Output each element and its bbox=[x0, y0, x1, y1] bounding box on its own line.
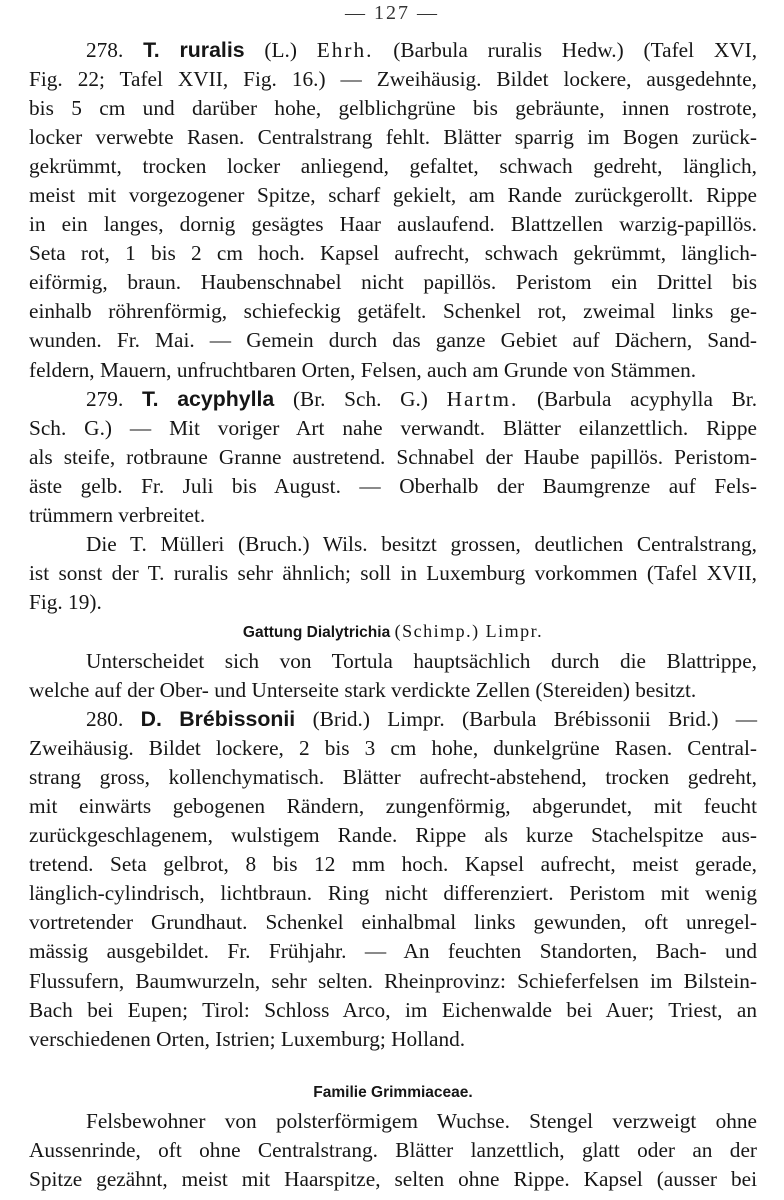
text-line bbox=[29, 705, 757, 734]
species-author: (Br. Sch. G.) bbox=[292, 386, 428, 411]
genus-description bbox=[29, 647, 757, 705]
family-description bbox=[29, 1107, 757, 1194]
text-line: Sch. G.) — Mit voriger Art nahe verwandt. Blätter eilanzettlich. Rippe bbox=[29, 415, 757, 440]
genus-heading-author: (Schimp.) Limpr. bbox=[394, 620, 544, 641]
text-line bbox=[29, 36, 757, 65]
text-line: einhalb röhrenförmig, schiefeckig getäfelt. Schenkel rot, zweimal links ge- bbox=[29, 299, 757, 324]
text-line bbox=[29, 385, 757, 414]
text-line: mässig ausgebildet. Fr. Frühjahr. — An feuchten Standorten, Bach- und bbox=[29, 939, 757, 964]
text-line: mit einwärts gebogenen Rändern, zungenförmig, abgerundet, mit feucht bbox=[29, 794, 757, 819]
species-entry-280 bbox=[29, 705, 757, 1054]
text-line: meist mit vorgezogener Spitze, scharf gekielt, am Rande zurückgerollt. Rippe bbox=[29, 183, 757, 208]
text-line: Zweihäusig. Bildet lockere, 2 bis 3 cm hohe, dunkelgrüne Rasen. Central- bbox=[29, 736, 757, 761]
text-line: ist sonst der T. ruralis sehr ähnlich; soll in Luxemburg vorkommen (Tafel XVII, bbox=[29, 560, 757, 585]
species-entry-278 bbox=[29, 36, 757, 385]
text-line: als steife, rotbraune Granne austretend. Schnabel der Haube papillös. Peristom- bbox=[29, 444, 757, 469]
species-name: Brébissonii bbox=[179, 707, 296, 732]
species-author: (Brid.) bbox=[312, 707, 370, 732]
text-line: länglich-cylindrisch, lichtbraun. Ring nicht differenziert. Peristom mit wenig bbox=[29, 881, 757, 906]
species-author: (L.) bbox=[264, 38, 297, 62]
text-line: Spitze gezähnt, meist mit Haarspitze, selten ohne Rippe. Kapsel (ausser bei bbox=[29, 1166, 757, 1191]
species-name: acyphylla bbox=[177, 386, 275, 411]
species-author-2: Hartm. bbox=[446, 386, 519, 411]
page-body bbox=[29, 36, 757, 1194]
text-line: in ein langes, dornig gesägtes Haar auslaufend. Blattzellen warzig-papillös. bbox=[29, 212, 757, 237]
text-line: Unterscheidet sich von Tortula hauptsächlich durch die Blattrippe, bbox=[86, 648, 757, 673]
species-entry-279 bbox=[29, 385, 757, 530]
text-line: Felsbewohner von polsterförmigem Wuchse. Stengel verzweigt ohne bbox=[86, 1108, 757, 1133]
page-number: — 127 — bbox=[345, 2, 439, 24]
text-line: Fig. 22; Tafel XVII, Fig. 16.) — Zweihäusig. Bildet lockere, ausgedehnte, bbox=[29, 67, 757, 92]
text-line-content: (Barbula ruralis Hedw.) (Tafel XVI, bbox=[373, 38, 758, 62]
text-line: Fig. 19). bbox=[29, 589, 102, 614]
note-paragraph bbox=[29, 530, 757, 617]
text-line: Bach bei Eupen; Tirol: Schloss Arco, im Eichenwalde bei Auer; Triest, an bbox=[29, 997, 757, 1022]
text-line: vortretender Grundhaut. Schenkel einhalbmal links gewunden, oft unregel- bbox=[29, 910, 757, 935]
entry-number: 278. bbox=[86, 38, 124, 62]
text-line: strang gross, kollenchymatisch. Blätter aufrecht-abstehend, trocken gedreht, bbox=[29, 765, 757, 790]
text-line: Flussufern, Baumwurzeln, sehr selten. Rheinprovinz: Schieferfelsen im Bilstein- bbox=[29, 968, 757, 993]
species-author-2: Ehrh. bbox=[316, 38, 374, 62]
text-line-content: (Barbula Brébissonii Brid.) — bbox=[444, 707, 758, 732]
entry-number: 279. bbox=[86, 386, 124, 411]
text-line: gekrümmt, trocken locker anliegend, gefaltet, schwach gedreht, länglich, bbox=[29, 154, 757, 179]
family-heading: Familie Grimmiaceae. bbox=[313, 1083, 473, 1101]
text-line: wunden. Fr. Mai. — Gemein durch das ganze Gebiet auf Dächern, Sand- bbox=[29, 328, 757, 353]
text-line: feldern, Mauern, unfruchtbaren Orten, Felsen, auch am Grunde von Stämmen. bbox=[29, 357, 697, 382]
text-line: Aussenrinde, oft ohne Centralstrang. Blätter lanzettlich, glatt oder an der bbox=[29, 1137, 757, 1162]
text-line: trümmern verbreitet. bbox=[29, 502, 206, 527]
text-line: locker verwebte Rasen. Centralstrang fehlt. Blätter sparrig im Bogen zurück- bbox=[29, 125, 757, 150]
text-line: Die T. Mülleri (Bruch.) Wils. besitzt grossen, deutlichen Centralstrang, bbox=[86, 531, 757, 556]
text-line: eiförmig, braun. Haubenschnabel nicht papillös. Peristom ein Drittel bis bbox=[29, 270, 757, 295]
genus-abbrev: T. bbox=[141, 386, 159, 411]
text-line: welche auf der Ober- und Unterseite stark verdickte Zellen (Stereiden) besitzt. bbox=[29, 678, 697, 703]
genus-abbrev: T. bbox=[143, 38, 160, 62]
species-name: ruralis bbox=[179, 38, 245, 62]
text-line: äste gelb. Fr. Juli bis August. — Oberhalb der Baumgrenze auf Fels- bbox=[29, 473, 757, 498]
genus-abbrev: D. bbox=[140, 707, 162, 732]
text-line: bis 5 cm und darüber hohe, gelblichgrüne bis gebräunte, innen rostrote, bbox=[29, 96, 757, 121]
text-line: tretend. Seta gelbrot, 8 bis 12 mm hoch. Kapsel aufrecht, meist gerade, bbox=[29, 852, 757, 877]
entry-number: 280. bbox=[86, 707, 124, 732]
text-line-content: (Barbula acyphylla Br. bbox=[518, 386, 758, 411]
species-author-2: Limpr. bbox=[387, 707, 445, 732]
text-line: Seta rot, 1 bis 2 cm hoch. Kapsel aufrecht, schwach gekrümmt, länglich- bbox=[29, 241, 757, 266]
text-line: verschiedenen Orten, Istrien; Luxemburg; Holland. bbox=[29, 1026, 466, 1051]
genus-heading bbox=[29, 617, 757, 647]
text-line: zurückgeschlagenem, wulstigem Rande. Rippe als kurze Stachelspitze aus- bbox=[29, 823, 757, 848]
genus-heading-name: Gattung Dialytrichia bbox=[242, 623, 391, 641]
